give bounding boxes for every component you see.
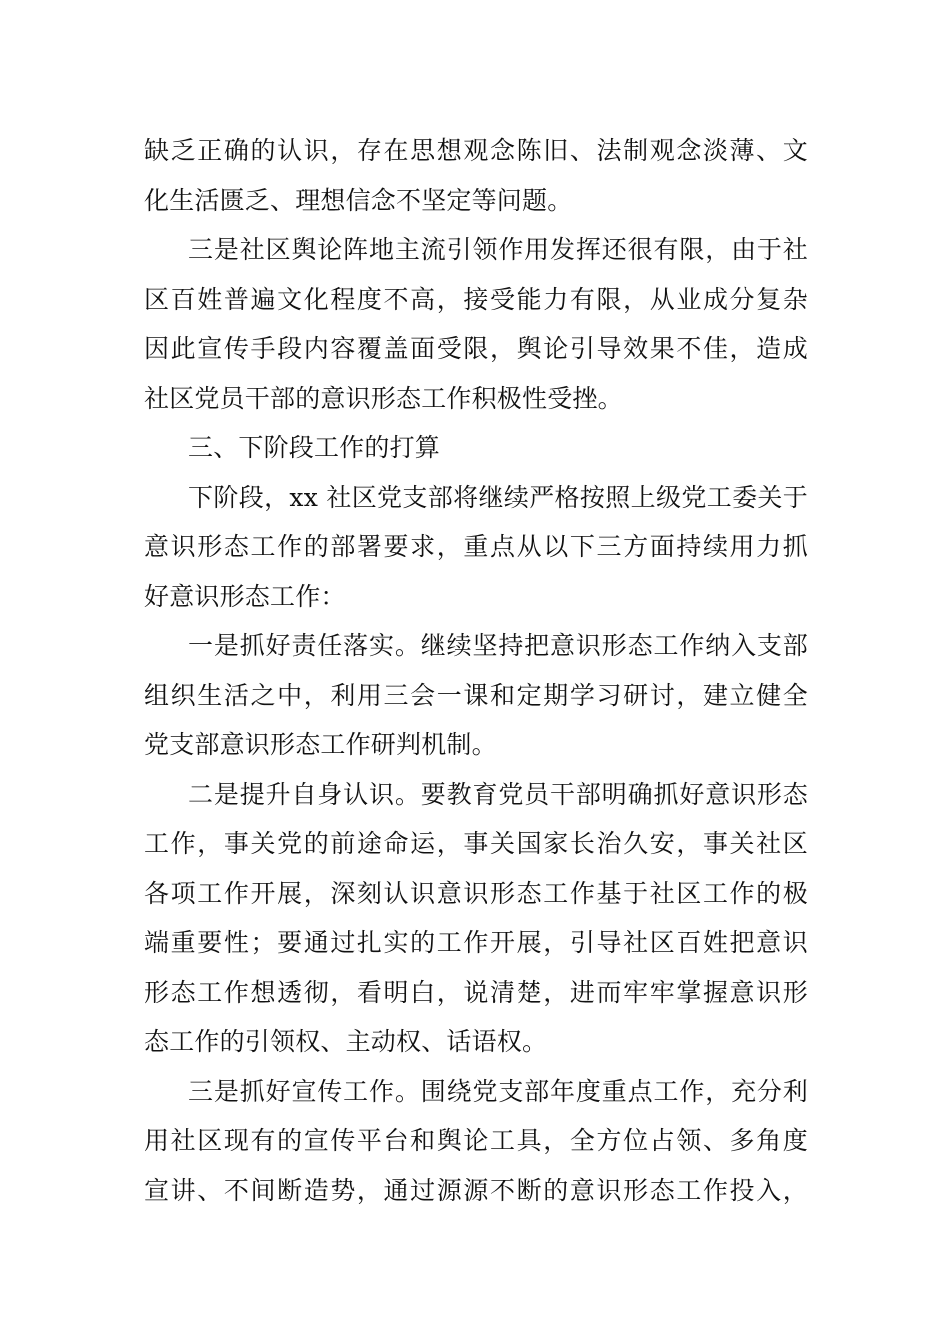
text-line: 三、下阶段工作的打算 — [188, 433, 441, 462]
text-line: 二是提升自身认识。要教育党员干部明确抓好意识形态 — [188, 779, 808, 809]
text-line: 各项工作开展，深刻认识意识形态工作基于社区工作的极 — [144, 878, 808, 908]
text-line: 形态工作想透彻，看明白，说清楚，进而牢牢掌握意识形 — [144, 977, 808, 1007]
text-line: 区百姓普遍文化程度不高，接受能力有限，从业成分复杂 — [144, 284, 808, 314]
text-line: 意识形态工作的部署要求，重点从以下三方面持续用力抓 — [144, 532, 808, 561]
text-line: 端重要性；要通过扎实的工作开展，引导社区百姓把意识 — [144, 928, 808, 957]
text-line: 好意识形态工作： — [144, 581, 346, 611]
text-line: 缺乏正确的认识，存在思想观念陈旧、法制观念淡薄、文 — [144, 136, 808, 165]
text-line: 三是社区舆论阵地主流引领作用发挥还很有限，由于社 — [188, 235, 808, 264]
document-body — [144, 126, 808, 1215]
text-line: 一是抓好责任落实。继续坚持把意识形态工作纳入支部 — [188, 631, 808, 660]
text-line: 宣讲、不间断造势，通过源源不断的意识形态工作投入， — [144, 1175, 808, 1205]
text-line: 下阶段，xx 社区党支部将继续严格按照上级党工委关于 — [188, 482, 808, 512]
text-line: 组织生活之中，利用三会一课和定期学习研讨，建立健全 — [144, 680, 808, 710]
text-line: 用社区现有的宣传平台和舆论工具，全方位占领、多角度 — [144, 1126, 808, 1155]
text-line: 态工作的引领权、主动权、话语权。 — [144, 1027, 548, 1056]
text-line: 党支部意识形态工作研判机制。 — [144, 730, 497, 759]
text-line: 因此宣传手段内容覆盖面受限，舆论引导效果不佳，造成 — [144, 334, 808, 363]
text-line: 工作，事关党的前途命运，事关国家长治久安，事关社区 — [144, 829, 808, 858]
text-line: 社区党员干部的意识形态工作积极性受挫。 — [144, 383, 623, 413]
text-line: 三是抓好宣传工作。围绕党支部年度重点工作，充分利 — [188, 1076, 808, 1106]
text-line: 化生活匮乏、理想信念不坚定等问题。 — [144, 185, 573, 215]
